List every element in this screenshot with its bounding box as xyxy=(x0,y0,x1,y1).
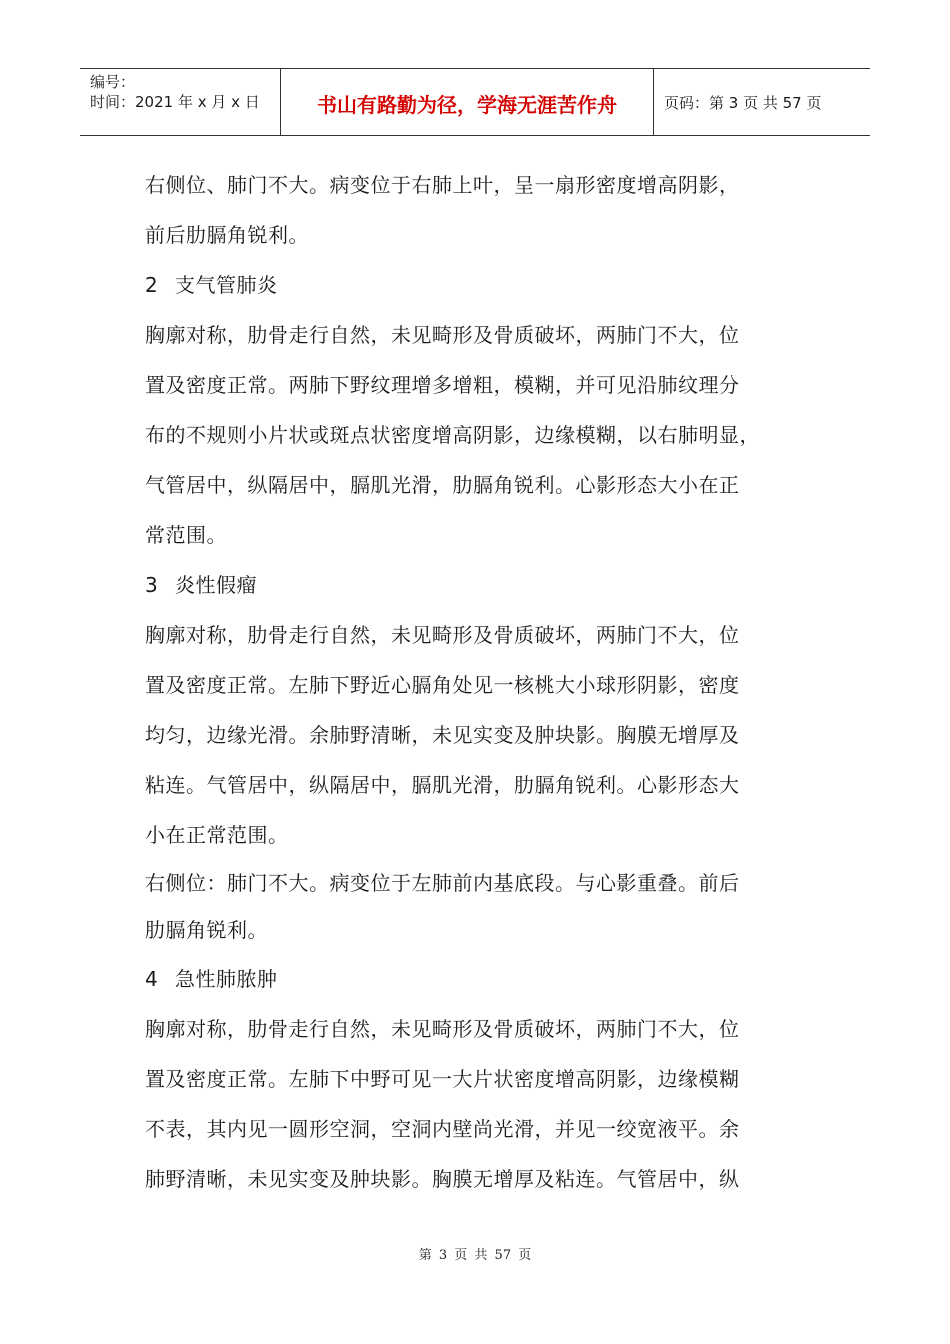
paragraph-line: 常范围。 xyxy=(145,523,227,547)
paragraph-line: 布的不规则小片状或斑点状密度增高阴影，边缘模糊，以右肺明显， xyxy=(145,423,760,447)
paragraph-3 xyxy=(145,610,805,860)
paragraph-2 xyxy=(145,310,805,560)
paragraph-line: 均匀，边缘光滑。余肺野清晰，未见实变及肿块影。胸膜无增厚及 xyxy=(145,723,740,747)
paragraph-line: 置及密度正常。左肺下中野可见一大片状密度增高阴影，边缘模糊 xyxy=(145,1067,740,1091)
paragraph-line: 右侧位、肺门不大。病变位于右肺上叶，呈一扇形密度增高阴影， xyxy=(145,173,740,197)
document-body xyxy=(145,160,805,1204)
section-number: 3 xyxy=(145,573,159,597)
section-title: 炎性假瘤 xyxy=(175,573,257,597)
section-heading-4 xyxy=(145,954,805,1004)
section-title: 支气管肺炎 xyxy=(175,273,278,297)
document-header xyxy=(80,68,870,136)
paragraph-line: 前后肋膈角锐利。 xyxy=(145,223,309,247)
paragraph-line: 粘连。气管居中，纵隔居中，膈肌光滑，肋膈角锐利。心影形态大 xyxy=(145,773,740,797)
paragraph-line: 胸廓对称，肋骨走行自然，未见畸形及骨质破坏，两肺门不大，位 xyxy=(145,623,740,647)
paragraph-line: 肋膈角锐利。 xyxy=(145,918,268,942)
section-heading-3 xyxy=(145,560,805,610)
section-heading-2 xyxy=(145,260,805,310)
paragraph-line: 置及密度正常。左肺下野近心膈角处见一核桃大小球形阴影，密度 xyxy=(145,673,740,697)
paragraph-line: 右侧位：肺门不大。病变位于左肺前内基底段。与心影重叠。前后 xyxy=(145,871,740,895)
page-footer: 第 3 页 共 57 页 xyxy=(418,1248,532,1263)
paragraph-4 xyxy=(145,860,805,954)
paragraph-line: 气管居中，纵隔居中，膈肌光滑，肋膈角锐利。心影形态大小在正 xyxy=(145,473,740,497)
section-number: 2 xyxy=(145,273,159,297)
paragraph-1 xyxy=(145,160,805,260)
code-label: 编号： xyxy=(90,73,136,91)
date-label: 时间：2021 年 x 月 x 日 xyxy=(90,93,260,111)
paragraph-line: 胸廓对称，肋骨走行自然，未见畸形及骨质破坏，两肺门不大，位 xyxy=(145,1017,740,1041)
section-title: 急性肺脓肿 xyxy=(175,967,278,991)
header-motto: 书山有路勤为径，学海无涯苦作舟 xyxy=(281,69,654,135)
paragraph-line: 不表，其内见一圆形空洞，空洞内壁尚光滑，并见一绞宽液平。余 xyxy=(145,1117,740,1141)
paragraph-line: 小在正常范围。 xyxy=(145,823,289,847)
paragraph-line: 肺野清晰，未见实变及肿块影。胸膜无增厚及粘连。气管居中，纵 xyxy=(145,1167,740,1191)
header-page-info: 页码：第 3 页 共 57 页 xyxy=(664,93,822,112)
paragraph-5 xyxy=(145,1004,805,1204)
header-meta xyxy=(80,69,281,135)
paragraph-line: 置及密度正常。两肺下野纹理增多增粗，模糊，并可见沿肺纹理分 xyxy=(145,373,740,397)
paragraph-line: 胸廓对称，肋骨走行自然，未见畸形及骨质破坏，两肺门不大，位 xyxy=(145,323,740,347)
section-number: 4 xyxy=(145,967,159,991)
